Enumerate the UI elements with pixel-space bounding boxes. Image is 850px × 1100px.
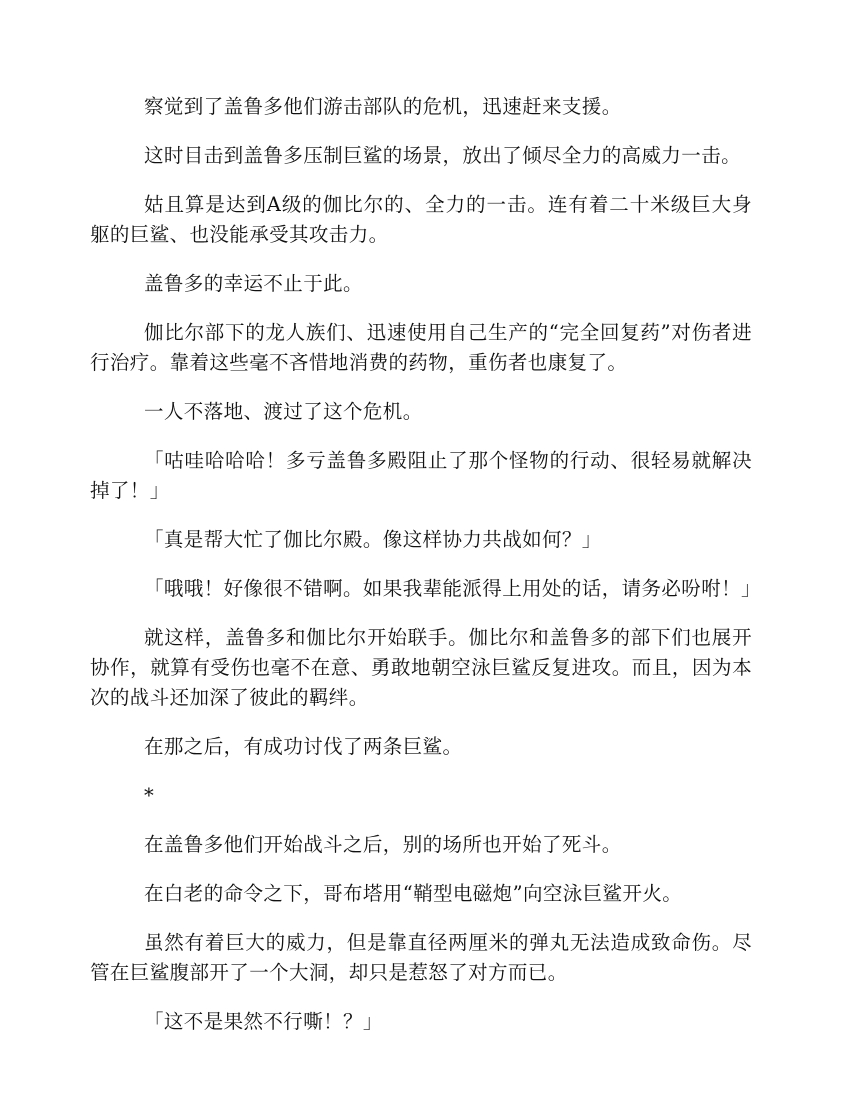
paragraph: 一人不落地、渡过了这个危机。 [144, 400, 423, 423]
paragraph: 就这样，盖鲁多和伽比尔开始联手。伽比尔和盖鲁多的部下们也展开协作，就算有受伤也毫不在意、勇敢地朝空泳巨鲨反复进攻。而且，因为本次的战斗还加深了彼此的羁绊。 [90, 626, 752, 709]
paragraph: 在那之后，有成功讨伐了两条巨鲨。 [144, 735, 463, 758]
dialogue-line: 「咕哇哈哈哈！多亏盖鲁多殿阻止了那个怪物的行动、很轻易就解决掉了！」 [90, 449, 752, 502]
dialogue-line: 「真是帮大忙了伽比尔殿。像这样协力共战如何？」 [144, 528, 602, 551]
paragraph: 虽然有着巨大的威力，但是靠直径两厘米的弹丸无法造成致命伤。尽管在巨鲨腹部开了一个大洞，却只是惹怒了对方而已。 [90, 931, 752, 984]
paragraph: 察觉到了盖鲁多他们游击部队的危机，迅速赶来支援。 [144, 95, 622, 118]
paragraph: 在白老的命令之下，哥布塔用“鞘型电磁炮”向空泳巨鲨开火。 [144, 882, 683, 905]
paragraph: 在盖鲁多他们开始战斗之后，别的场所也开始了死斗。 [144, 833, 622, 856]
paragraph: 伽比尔部下的龙人族们、迅速使用自己生产的“完全回复药”对伤者进行治疗。靠着这些毫不吝惜地消费的药物，重伤者也康复了。 [90, 321, 752, 374]
paragraph: 盖鲁多的幸运不止于此。 [144, 272, 363, 295]
dialogue-line: 「哦哦！好像很不错啊。如果我辈能派得上用处的话，请务必吩咐！」 [144, 577, 761, 600]
paragraph: 这时目击到盖鲁多压制巨鲨的场景，放出了倾尽全力的高威力一击。 [144, 144, 742, 167]
dialogue-line: 「这不是果然不行嘶！？」 [144, 1010, 383, 1033]
paragraph: 姑且算是达到A级的伽比尔的、全力的一击。连有着二十米级巨大身躯的巨鲨、也没能承受其攻击力。 [90, 193, 752, 246]
section-separator: * [144, 784, 155, 807]
document-page [90, 92, 761, 1056]
